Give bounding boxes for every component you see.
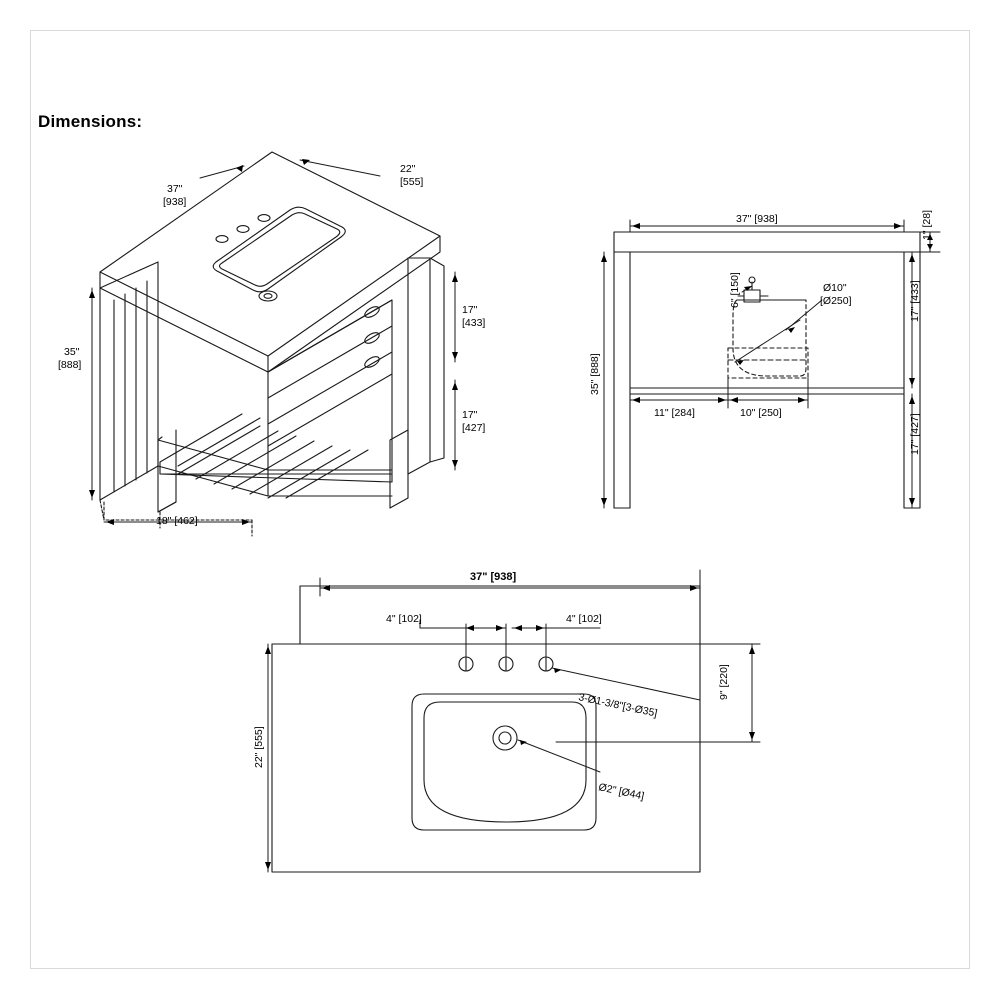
label-width-top-line2: [938]: [163, 196, 187, 208]
page-title: Dimensions:: [38, 112, 143, 131]
label-lower-height: 17" [427]: [909, 413, 921, 455]
label-door-upper-line2: [433]: [462, 317, 486, 329]
label-drain-dia-line1: Ø10": [823, 282, 847, 294]
label-hole-spacing-left: 4" [102]: [386, 613, 422, 625]
label-hole-spacing-right: 4" [102]: [566, 613, 602, 625]
label-total-height: 35" [888]: [589, 353, 601, 395]
label-offset-left: 11" [284]: [654, 407, 695, 419]
label-upper-height: 17" [433]: [909, 280, 921, 322]
front-section-dimensions: [601, 220, 940, 508]
front-section-cabinet: [614, 232, 920, 508]
label-bowl-width: 10" [250]: [740, 407, 782, 419]
top-plan-dimensions: [265, 570, 760, 872]
label-bowl-depth: 6" [150]: [729, 272, 741, 308]
label-depth-top-line1: 22": [400, 163, 416, 175]
label-backsplash-offset: 9" [220]: [718, 664, 730, 700]
label-base-depth: 18" [462]: [156, 515, 198, 527]
label-faucet-holes: 3-Ø1-3/8"[3-Ø35]: [577, 691, 659, 720]
label-height-left-line1: 35": [64, 346, 80, 358]
label-counter-thickness: 1" [28]: [921, 210, 933, 240]
label-door-lower-line1: 17": [462, 409, 478, 421]
label-drain-dia-line2: [Ø250]: [820, 295, 852, 307]
label-top-width: 37" [938]: [736, 213, 778, 225]
perspective-cabinet: [100, 152, 444, 536]
label-drain-hole: Ø2" [Ø44]: [597, 781, 646, 803]
label-plan-width: 37" [938]: [470, 571, 517, 583]
top-plan-view: [272, 586, 700, 872]
label-plan-depth: 22" [555]: [253, 726, 265, 768]
label-width-top-line1: 37": [167, 183, 183, 195]
label-door-upper-line1: 17": [462, 304, 478, 316]
label-height-left-line2: [888]: [58, 359, 82, 371]
label-depth-top-line2: [555]: [400, 176, 424, 188]
label-door-lower-line2: [427]: [462, 422, 486, 434]
